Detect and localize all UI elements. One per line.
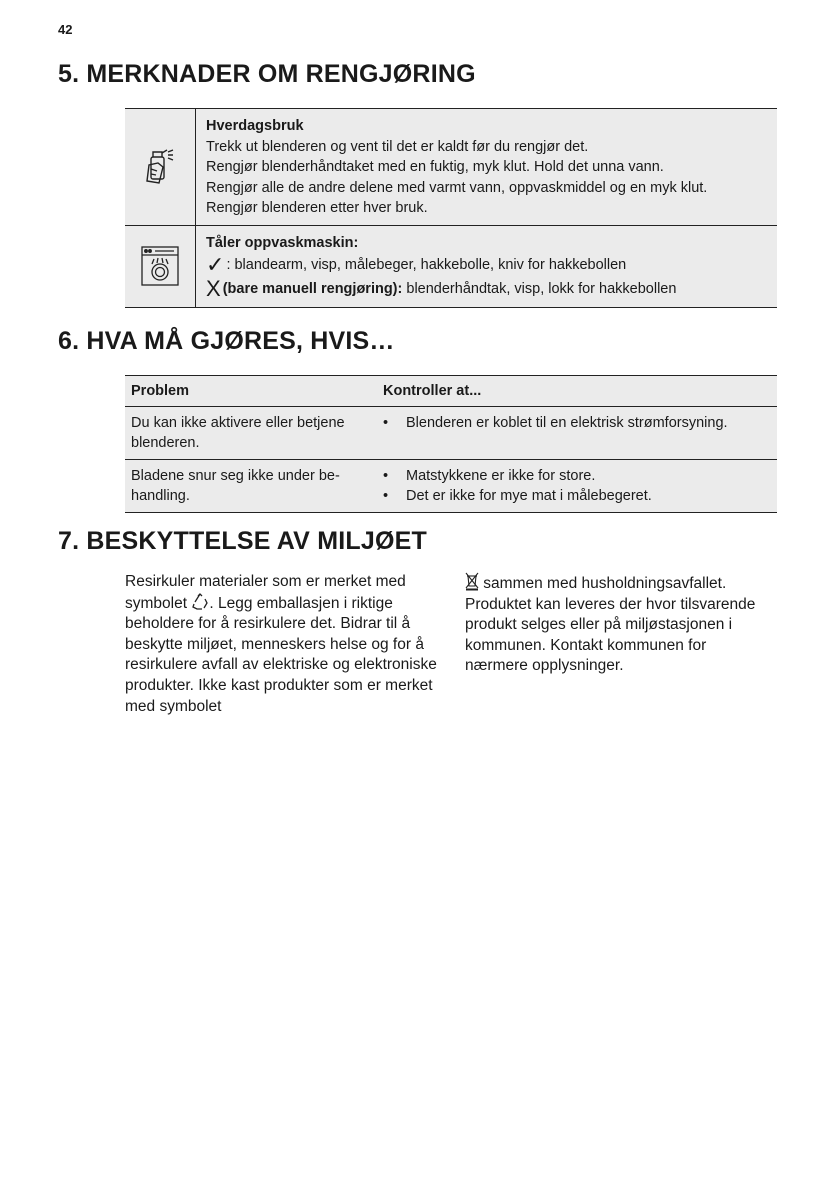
env-text-part: . Legg emballasjen i riktige beholdere for å resirkulere det. Bidrar til å beskytte miljøet, menneskers helse og for å resirkulere avfall av elektriske og elektroniske produkter. Ikke kast produkter som er merket med symbolet <box>125 594 437 715</box>
check-item: • Blenderen er koblet til en elektrisk strømforsyning. <box>383 413 771 433</box>
dishwasher-safe-parts: : blandearm, visp, målebeger, hakkebolle, kniv for hakkebollen <box>226 256 627 273</box>
cross-icon: X <box>206 276 221 301</box>
page-number: 42 <box>58 22 73 37</box>
dishwasher-icon <box>140 245 180 287</box>
everyday-icon-cell <box>125 109 196 225</box>
everyday-text <box>196 109 777 225</box>
environment-text-right <box>465 572 765 677</box>
check-header: Kontroller at... <box>377 376 777 407</box>
dishwasher-icon-cell <box>125 226 196 308</box>
section-6-title: 6. HVA MÅ GJØRES, HVIS… <box>58 327 395 355</box>
dishwasher-row <box>125 226 777 308</box>
check-cell <box>377 407 777 460</box>
crossed-bin-icon <box>465 572 479 591</box>
hand-wash-line <box>206 277 767 301</box>
everyday-row <box>125 109 777 226</box>
check-cell <box>377 460 777 513</box>
hand-wash-parts: blenderhåndtak, visp, lokk for hakkebollen <box>402 280 677 297</box>
problem-header: Problem <box>125 376 377 407</box>
everyday-line: Trekk ut blenderen og vent til det er kaldt før du rengjør det. <box>206 138 589 155</box>
dishwasher-text <box>196 226 777 308</box>
table-row <box>125 407 777 460</box>
env-text-part: Resirkuler materialer som er merket med symbolet <box>125 573 406 612</box>
dishwasher-safe-line <box>206 253 767 277</box>
checkmark-icon: ✓ <box>206 252 225 277</box>
everyday-line: Rengjør alle de andre delene med varmt vann, oppvaskmiddel og en myk klut. <box>206 179 708 196</box>
problem-cell: Bladene snur seg ikke under be-handling. <box>125 460 377 513</box>
section-7-title: 7. BESKYTTELSE AV MILJØET <box>58 527 427 555</box>
table-row <box>125 460 777 513</box>
table-header-row <box>125 376 777 407</box>
everyday-line: Rengjør blenderen etter hver bruk. <box>206 200 428 216</box>
env-text-part: sammen med husholdningsavfallet. Produktet kan leveres der hvor tilsvarende produkt selges eller på miljøstasjonen i kommunen. Kontakt kommunen for nærmere opplysninger. <box>465 575 756 675</box>
cleaning-notes-box <box>125 108 777 308</box>
hand-wash-label: (bare manuell rengjøring): <box>222 280 403 297</box>
check-item: • Matstykkene er ikke for store. <box>383 466 771 486</box>
problem-cell: Du kan ikke aktivere eller betjene blenderen. <box>125 407 377 460</box>
everyday-heading: Hverdagsbruk <box>206 118 304 134</box>
environment-text-left <box>125 572 445 717</box>
cleaning-spray-cloth-icon <box>143 147 177 187</box>
troubleshooting-table <box>125 375 777 513</box>
recycle-icon <box>191 593 209 611</box>
everyday-line: Rengjør blenderhåndtaket med en fuktig, myk klut. Hold det unna vann. <box>206 159 664 175</box>
dishwasher-heading: Tåler oppvaskmaskin: <box>206 234 359 251</box>
check-item: • Det er ikke for mye mat i målebegeret. <box>383 486 771 506</box>
section-5-title: 5. MERKNADER OM RENGJØRING <box>58 60 476 88</box>
